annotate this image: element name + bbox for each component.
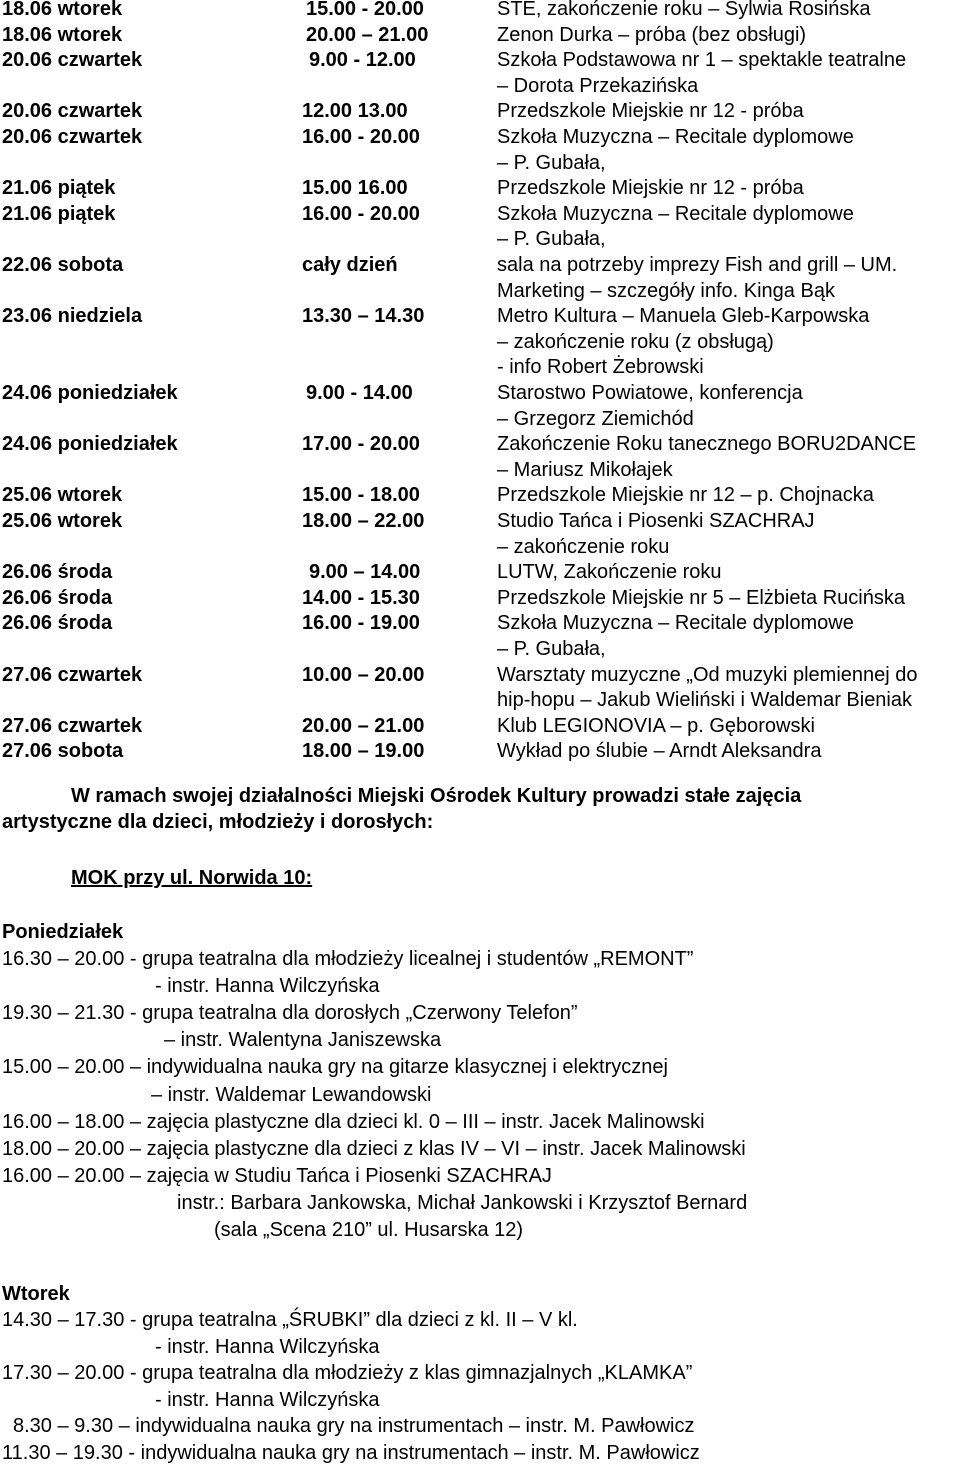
- venue-heading: MOK przy ul. Norwida 10:: [71, 867, 313, 889]
- activity-line: – instr. Walentyna Janiszewska: [164, 1029, 442, 1052]
- event-time: 9.00 - 14.00: [306, 382, 413, 404]
- activity-line: 14.30 – 17.30 - grupa teatralna „ŚRUBKI” dla dzieci z kl. II – V kl.: [2, 1309, 578, 1331]
- event-date: 18.06 wtorek: [2, 23, 123, 46]
- activity-line: 18.00 – 20.00 – zajęcia plastyczne dla dzieci z klas IV – VI – instr. Jacek Malinowski: [2, 1137, 746, 1160]
- event-description: Studio Tańca i Piosenki SZACHRAJ: [497, 510, 815, 532]
- event-row: [0, 714, 960, 739]
- activity-line: – instr. Waldemar Lewandowski: [151, 1083, 432, 1106]
- event-description: Klub LEGIONOVIA – p. Gęborowski: [497, 714, 815, 737]
- event-description: STE, zakończenie roku – Sylwia Rosińska: [497, 0, 871, 20]
- event-description: Zenon Durka – próba (bez obsługi): [497, 23, 807, 46]
- intro-line-1: W ramach swojej działalności Miejski Ośrodek Kultury prowadzi stałe zajęcia: [71, 785, 802, 807]
- event-date: 27.06 czwartek: [2, 714, 143, 737]
- event-description: Szkoła Muzyczna – Recitale dyplomowe: [497, 126, 854, 148]
- event-date: 26.06 środa: [2, 612, 113, 635]
- event-row: [0, 432, 960, 481]
- event-description: – Grzegorz Ziemichód: [497, 407, 694, 430]
- event-time: 15.00 - 18.00: [302, 484, 420, 507]
- event-date: 27.06 sobota: [2, 740, 124, 763]
- event-description: Przedszkole Miejskie nr 12 - próba: [497, 177, 804, 200]
- activity-line: 15.00 – 20.00 – indywidualna nauka gry na gitarze klasycznej i elektrycznej: [2, 1056, 668, 1079]
- event-time: 9.00 - 12.00: [309, 49, 416, 72]
- event-date: 21.06 piątek: [2, 202, 116, 225]
- event-row: [0, 23, 960, 48]
- event-description: Zakończenie Roku tanecznego BORU2DANCE: [497, 433, 917, 456]
- activity-line: (sala „Scena 210” ul. Husarska 12): [214, 1219, 524, 1241]
- event-description: Szkoła Podstawowa nr 1 – spektakle teatralne: [497, 49, 907, 72]
- activity-line: - instr. Hanna Wilczyńska: [155, 975, 380, 998]
- event-row: [0, 125, 960, 174]
- event-date: 24.06 poniedziałek: [2, 433, 178, 456]
- event-row: [0, 99, 960, 124]
- event-time: 14.00 - 15.30: [302, 586, 420, 609]
- event-description: Przedszkole Miejskie nr 5 – Elżbieta Rucińska: [497, 586, 905, 609]
- event-row: [0, 663, 960, 712]
- event-date: 25.06 wtorek: [2, 510, 123, 532]
- event-time: 13.30 – 14.30: [302, 305, 425, 328]
- event-description: – P. Gubała,: [497, 151, 606, 174]
- event-description: – P. Gubała,: [497, 637, 606, 660]
- event-description: LUTW, Zakończenie roku: [497, 561, 722, 584]
- event-row: [0, 560, 960, 585]
- event-date: 20.06 czwartek: [2, 126, 143, 148]
- event-row: [0, 202, 960, 251]
- event-date: 23.06 niedziela: [2, 305, 143, 328]
- event-description: Szkoła Muzyczna – Recitale dyplomowe: [497, 612, 854, 635]
- event-date: 18.06 wtorek: [2, 0, 123, 20]
- activity-line: - instr. Hanna Wilczyńska: [155, 1388, 380, 1411]
- event-row: [0, 611, 960, 660]
- event-date: 26.06 środa: [2, 586, 113, 609]
- event-date: 20.06 czwartek: [2, 49, 143, 72]
- event-row: [0, 586, 960, 611]
- event-row: [0, 509, 960, 558]
- event-date: 20.06 czwartek: [2, 100, 143, 123]
- activity-line: 11.30 – 19.30 - indywidualna nauka gry na instrumentach – instr. M. Pawłowicz: [2, 1441, 700, 1464]
- event-description: Przedszkole Miejskie nr 12 – p. Chojnacka: [497, 484, 874, 507]
- intro-line-2: artystyczne dla dzieci, młodzieży i dorosłych:: [2, 811, 434, 833]
- event-time: 9.00 – 14.00: [309, 561, 421, 584]
- event-description: - info Robert Żebrowski: [497, 356, 704, 379]
- event-date: 24.06 poniedziałek: [2, 382, 178, 404]
- event-description: hip-hopu – Jakub Wieliński i Waldemar Bieniak: [497, 689, 912, 712]
- event-description: Marketing – szczegóły info. Kinga Bąk: [497, 279, 835, 302]
- event-time: 16.00 - 20.00: [302, 202, 420, 225]
- event-description: Starostwo Powiatowe, konferencja: [497, 382, 803, 404]
- event-row: [0, 304, 960, 379]
- event-time: 16.00 - 19.00: [302, 612, 420, 635]
- event-time: cały dzień: [302, 254, 398, 276]
- event-date: 27.06 czwartek: [2, 663, 143, 686]
- event-date: 25.06 wtorek: [2, 484, 123, 507]
- event-row: [0, 0, 960, 22]
- day-heading-tuesday: Wtorek: [2, 1283, 70, 1305]
- activity-line: - instr. Hanna Wilczyńska: [155, 1335, 380, 1358]
- event-row: [0, 381, 960, 430]
- event-date: 21.06 piątek: [2, 177, 116, 200]
- event-row: [0, 253, 960, 302]
- event-description: – P. Gubała,: [497, 228, 606, 251]
- event-description: – zakończenie roku: [497, 535, 670, 558]
- event-time: 12.00 13.00: [302, 100, 408, 123]
- event-description: – Mariusz Mikołajek: [497, 458, 673, 481]
- event-row: [0, 483, 960, 508]
- event-row: [0, 176, 960, 201]
- event-time: 20.00 – 21.00: [302, 714, 425, 737]
- event-row: [0, 739, 960, 764]
- event-description: Wykład po ślubie – Arndt Aleksandra: [497, 740, 822, 763]
- event-date: 26.06 środa: [2, 561, 113, 584]
- event-time: 16.00 - 20.00: [302, 126, 420, 148]
- activity-line: 16.00 – 20.00 – zajęcia w Studiu Tańca i Piosenki SZACHRAJ: [2, 1164, 552, 1187]
- event-row: [0, 48, 960, 97]
- event-time: 17.00 - 20.00: [302, 433, 420, 456]
- activity-line: 8.30 – 9.30 – indywidualna nauka gry na instrumentach – instr. M. Pawłowicz: [13, 1415, 695, 1437]
- day-heading-monday: Poniedziałek: [2, 921, 124, 943]
- event-description: – Dorota Przekazińska: [497, 74, 699, 97]
- event-description: sala na potrzeby imprezy Fish and grill – UM.: [497, 254, 898, 276]
- activity-line: 19.30 – 21.30 - grupa teatralna dla dorosłych „Czerwony Telefon”: [2, 1002, 578, 1025]
- event-time: 18.00 – 19.00: [302, 740, 425, 763]
- event-description: Przedszkole Miejskie nr 12 - próba: [497, 100, 804, 123]
- event-time: 15.00 - 20.00: [306, 0, 424, 20]
- event-description: Metro Kultura – Manuela Gleb-Karpowska: [497, 305, 870, 328]
- activity-line: 17.30 – 20.00 - grupa teatralna dla młodzieży z klas gimnazjalnych „KLAMKA”: [2, 1362, 693, 1384]
- event-description: – zakończenie roku (z obsługą): [497, 330, 774, 353]
- event-description: Szkoła Muzyczna – Recitale dyplomowe: [497, 202, 854, 225]
- event-description: Warsztaty muzyczne „Od muzyki plemiennej do: [497, 663, 918, 686]
- event-time: 20.00 – 21.00: [306, 23, 429, 46]
- activity-line: instr.: Barbara Jankowska, Michał Jankowski i Krzysztof Bernard: [177, 1191, 748, 1214]
- event-time: 10.00 – 20.00: [302, 663, 425, 686]
- activity-line: 16.30 – 20.00 - grupa teatralna dla młodzieży licealnej i studentów „REMONT”: [2, 948, 694, 970]
- event-date: 22.06 sobota: [2, 254, 124, 276]
- event-time: 18.00 – 22.00: [302, 510, 425, 532]
- event-time: 15.00 16.00: [302, 177, 408, 200]
- activity-line: 16.00 – 18.00 – zajęcia plastyczne dla dzieci kl. 0 – III – instr. Jacek Malinowski: [2, 1110, 705, 1133]
